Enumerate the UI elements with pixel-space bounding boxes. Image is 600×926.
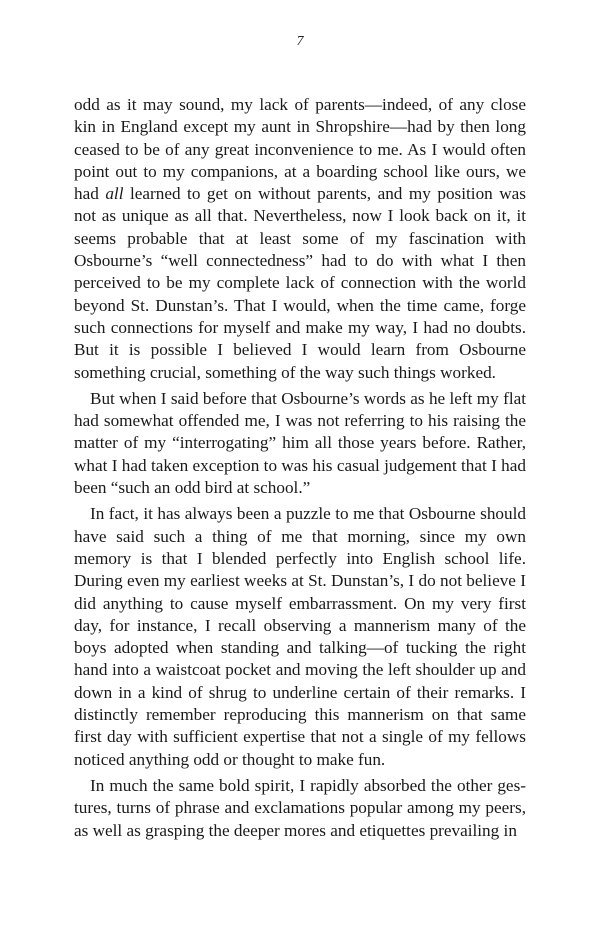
body-text <box>74 94 526 846</box>
paragraph-2: But when I said before that Osbourne’s words as he left my flat had somewhat offended me, I was not referring to his raising the matter of my “interrogating” him all those years before. Rather, what I had taken exception to was his casual judgement that I had been “such an odd bird at school.” <box>74 388 526 498</box>
paragraph-1 <box>74 94 526 384</box>
paragraph-1-part-2: learned to get on without parents, and my position was not as unique as all that. Nevertheless, now I look back on it, it seems probable that at least some of my fascination with Osbourne’s “well connectedness” had to do with what I then perceived to be my complete lack of connection with the world beyond St. Dunstan’s. That I would, when the time came, forge such connections for myself and make my way, I had no doubts. But it is possible I believed I would learn from Osbourne something crucial, something of the way such things worked. <box>74 184 526 382</box>
paragraph-4: In much the same bold spirit, I rapidly absorbed the other gestures, turns of phrase and exclamations popular among my peers, as well as grasping the deeper mores and etiquettes prevailing in <box>74 775 526 840</box>
paragraph-1-part-1: odd as it may sound, my lack of parents—indeed, of any close kin in England except my aunt in Shropshire—had by then long ceased to be of any great inconvenience to me. As I would often point out to my companions, at a boarding school like ours, we had <box>74 95 526 204</box>
emphasis-all: all <box>105 184 124 204</box>
paragraph-3: In fact, it has always been a puzzle to me that Osbourne should have said such a thing of me that morning, since my own memory is that I blended perfectly into English school life. During even my earliest weeks at St. Dunstan’s, I do not believe I did anything to cause myself embarrassment. On my very first day, for instance, I recall observing a mannerism many of the boys adopted when standing and talking—of tucking the right hand into a waistcoat pocket and moving the left shoulder up and down in a kind of shrug to underline certain of their remarks. I distinctly remember reproducing this mannerism on that same first day with sufficient expertise that not a single of my fellows noticed anything odd or thought to make fun. <box>74 504 526 769</box>
page-number: 7 <box>296 34 304 49</box>
